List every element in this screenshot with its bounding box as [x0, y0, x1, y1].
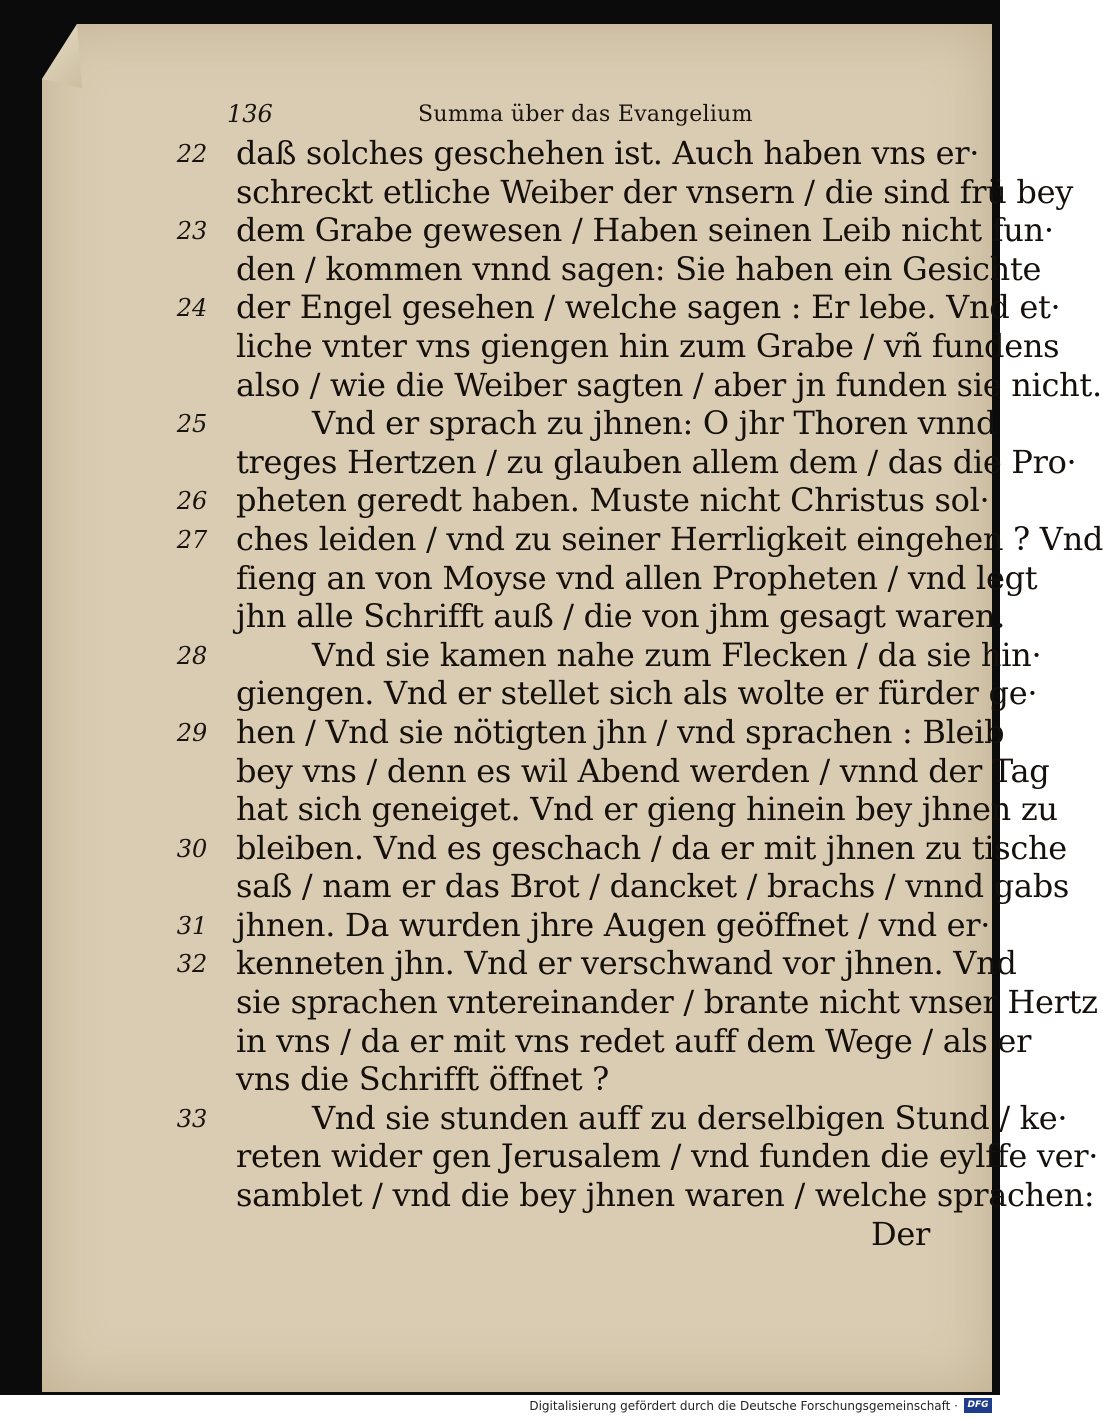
page-number: 136 [227, 100, 273, 128]
text-line [0, 983, 1098, 1022]
line-text: daß solches geschehen ist. Auch haben vns er· [236, 134, 980, 172]
line-text: hat sich geneiget. Vnd er gieng hinein bey jhnen zu [236, 790, 1058, 829]
line-text: pheten geredt haben. Muste nicht Christus sol· [236, 481, 990, 520]
line-text: Vnd sie stunden auff zu derselbigen Stund / ke· [312, 1098, 1068, 1137]
line-text: Der [871, 1214, 930, 1253]
verse-number: 26 [176, 487, 208, 516]
text-line [0, 1137, 1099, 1176]
text-line [0, 1215, 1000, 1254]
text-line [0, 404, 1000, 443]
verse-number: 24 [176, 294, 208, 323]
text-line [0, 1176, 1095, 1215]
line-text: sie sprachen vntereinander / brante nicht vnser Hertz [236, 983, 1098, 1022]
text-line [0, 172, 1074, 212]
text-line [0, 249, 1042, 289]
text-line [0, 712, 1005, 752]
verse-number: 28 [176, 641, 208, 670]
text-line [0, 365, 1102, 405]
text-line [0, 674, 1038, 713]
line-text: in vns / da er mit vns redet auff dem Wege / als er [236, 1021, 1032, 1060]
line-text: vns die Schrifft öffnet ? [236, 1060, 610, 1099]
verse-number: 33 [176, 1104, 208, 1133]
text-line [0, 519, 1103, 559]
text-line [0, 828, 1067, 868]
running-head: Summa über das Evangelium [418, 102, 753, 127]
line-text: saß / nam er das Brot / dancket / brachs / vnnd gabs [236, 867, 1069, 906]
footer-strip [0, 1395, 1000, 1418]
text-line [0, 867, 1069, 906]
line-text: schreckt etliche Weiber der vnsern / die sind frü bey [236, 172, 1074, 211]
dfg-logo-icon: DFG [964, 1398, 992, 1413]
line-text: also / wie die Weiber sagten / aber jn funden sie nicht. [236, 365, 1102, 404]
line-text: reten wider gen Jerusalem / vnd funden die eylffe ver· [236, 1137, 1099, 1176]
verse-number: 30 [176, 834, 208, 863]
line-text: den / kommen vnnd sagen: Sie haben ein Gesichte [236, 249, 1042, 288]
text-line [0, 442, 1077, 482]
verse-number: 23 [176, 217, 208, 246]
verse-number: 29 [176, 718, 208, 747]
line-text: jhn alle Schrifft auß / die von jhm gesagt waren. [236, 597, 1006, 636]
text-line [0, 944, 1017, 983]
verse-number: 25 [176, 410, 208, 439]
line-text: bleiben. Vnd es geschach / da er mit jhnen zu tische [236, 828, 1067, 867]
text-line [0, 790, 1058, 829]
text-line [0, 134, 1000, 173]
line-text: ches leiden / vnd zu seiner Herrligkeit eingehen ? Vnd [236, 519, 1103, 558]
text-line [0, 326, 1060, 366]
text-line [0, 211, 1054, 250]
line-text: treges Hertzen / zu glauben allem dem / das die Pro· [236, 442, 1077, 481]
line-text: liche vnter vns giengen hin zum Grabe / vñ fundens [236, 326, 1060, 365]
funding-credit: Digitalisierung gefördert durch die Deutsche Forschungsgemeinschaft · [529, 1399, 958, 1413]
text-line [0, 1060, 1000, 1099]
line-text: dem Grabe gewesen / Haben seinen Leib nicht fun· [236, 211, 1054, 250]
text-line [0, 481, 1000, 520]
line-text: samblet / vnd die bey jhnen waren / welche sprachen: [236, 1176, 1095, 1215]
verse-number: 31 [176, 911, 208, 940]
text-line [0, 906, 1000, 945]
page-header [0, 100, 1000, 130]
line-text: kenneten jhn. Vnd er verschwand vor jhnen. Vnd [236, 944, 1017, 983]
line-text: giengen. Vnd er stellet sich als wolte er fürder ge· [236, 674, 1038, 713]
text-line [0, 558, 1038, 598]
line-text: Vnd er sprach zu jhnen: O jhr Thoren vnnd [312, 404, 997, 443]
text-line [0, 288, 1061, 327]
text-line [0, 635, 1042, 675]
line-text: der Engel gesehen / welche sagen : Er lebe. Vnd et· [236, 288, 1061, 327]
line-text: jhnen. Da wurden jhre Augen geöffnet / vnd er· [236, 905, 991, 944]
text-line [0, 751, 1050, 791]
verse-number: 27 [176, 525, 208, 554]
text-line [0, 1021, 1032, 1061]
line-text: hen / Vnd sie nötigten jhn / vnd sprachen : Bleib [236, 712, 1005, 751]
line-text: fieng an von Moyse vnd allen Propheten / vnd legt [236, 558, 1038, 597]
line-text: bey vns / denn es wil Abend werden / vnnd der Tag [236, 751, 1050, 790]
verse-number: 32 [176, 950, 208, 979]
text-line [0, 1098, 1068, 1138]
body-text [0, 134, 1103, 1253]
line-text: Vnd sie kamen nahe zum Flecken / da sie hin· [312, 635, 1042, 674]
text-line [0, 597, 1006, 636]
verse-number: 22 [176, 140, 208, 168]
